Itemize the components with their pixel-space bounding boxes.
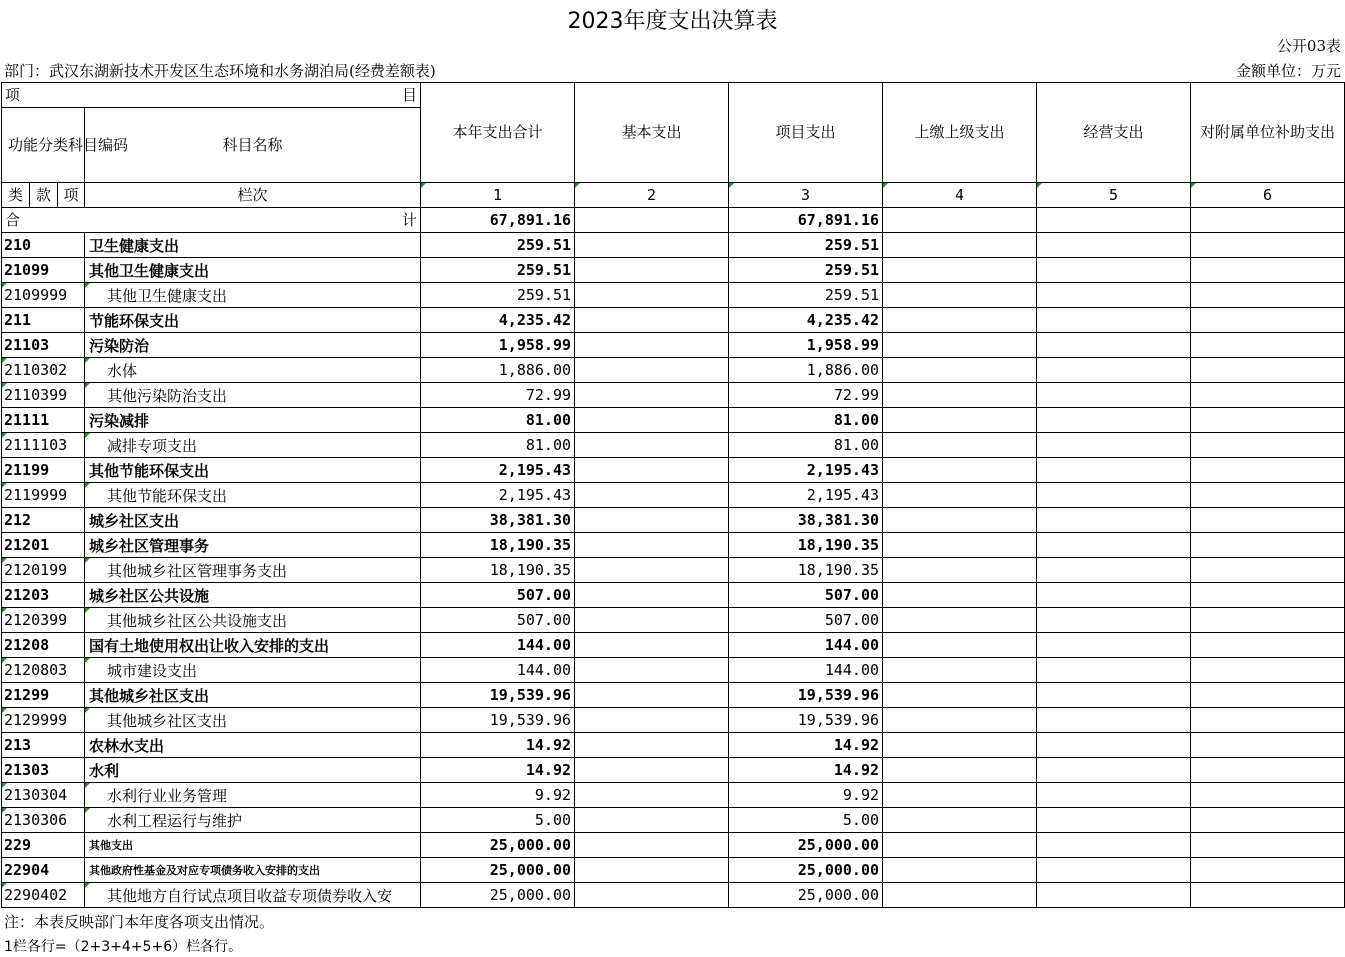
table-row (2, 708, 1345, 733)
row-total: 18,190.35 (421, 533, 575, 558)
row-upper (883, 433, 1037, 458)
row-project: 259.51 (729, 233, 883, 258)
row-subject-name: 农林水支出 (85, 733, 421, 758)
row-basic (575, 633, 729, 658)
row-total: 25,000.00 (421, 833, 575, 858)
row-total: 1,958.99 (421, 333, 575, 358)
row-subsidy (1191, 258, 1345, 283)
row-project: 81.00 (729, 408, 883, 433)
row-upper (883, 533, 1037, 558)
row-business (1037, 333, 1191, 358)
row-basic (575, 308, 729, 333)
row-code: 2110302 (2, 358, 85, 383)
row-upper (883, 858, 1037, 883)
row-upper (883, 358, 1037, 383)
table-row (2, 433, 1345, 458)
table-row (2, 883, 1345, 908)
row-code: 21103 (2, 333, 85, 358)
row-subsidy (1191, 583, 1345, 608)
row-subject-name: 其他卫生健康支出 (85, 258, 421, 283)
row-basic (575, 683, 729, 708)
row-upper (883, 333, 1037, 358)
row-subsidy (1191, 633, 1345, 658)
row-project: 9.92 (729, 783, 883, 808)
row-subsidy (1191, 333, 1345, 358)
row-code: 2120199 (2, 558, 85, 583)
row-subject-name: 其他卫生健康支出 (85, 283, 421, 308)
row-basic (575, 708, 729, 733)
row-code: 2130306 (2, 808, 85, 833)
row-total: 2,195.43 (421, 483, 575, 508)
row-basic (575, 333, 729, 358)
row-project: 38,381.30 (729, 508, 883, 533)
row-subsidy (1191, 858, 1345, 883)
page-title: 2023年度支出决算表 (567, 9, 778, 34)
row-subsidy (1191, 758, 1345, 783)
row-basic (575, 783, 729, 808)
row-upper (883, 283, 1037, 308)
header-lei: 类 (2, 183, 30, 208)
amount-unit-label: 金额单位：万元 (1235, 62, 1341, 80)
row-subsidy (1191, 833, 1345, 858)
row-basic (575, 458, 729, 483)
row-business (1037, 733, 1191, 758)
row-subsidy (1191, 283, 1345, 308)
row-basic (575, 283, 729, 308)
row-business (1037, 808, 1191, 833)
row-subject-name: 其他城乡社区支出 (85, 683, 421, 708)
row-project: 259.51 (729, 258, 883, 283)
row-total: 259.51 (421, 283, 575, 308)
row-code: 21199 (2, 458, 85, 483)
row-subsidy (1191, 658, 1345, 683)
row-upper (883, 583, 1037, 608)
row-project: 2,195.43 (729, 483, 883, 508)
row-business (1037, 858, 1191, 883)
row-upper (883, 508, 1037, 533)
header-kuan: 款 (30, 183, 58, 208)
row-subject-name: 水利行业业务管理 (85, 783, 421, 808)
row-subsidy (1191, 408, 1345, 433)
row-upper (883, 683, 1037, 708)
row-code: 211 (2, 308, 85, 333)
table-row (2, 808, 1345, 833)
row-upper (883, 633, 1037, 658)
row-upper (883, 758, 1037, 783)
row-business (1037, 833, 1191, 858)
row-basic (575, 233, 729, 258)
row-project: 507.00 (729, 608, 883, 633)
row-total: 2,195.43 (421, 458, 575, 483)
table-row (2, 333, 1345, 358)
row-subsidy (1191, 533, 1345, 558)
row-subject-name: 水利工程运行与维护 (85, 808, 421, 833)
table-row (2, 608, 1345, 633)
row-project: 4,235.42 (729, 308, 883, 333)
row-total: 19,539.96 (421, 708, 575, 733)
row-project: 25,000.00 (729, 883, 883, 908)
expenditure-table (1, 82, 1345, 908)
table-row (2, 358, 1345, 383)
table-row (2, 508, 1345, 533)
total-upper (883, 208, 1037, 233)
row-subject-name: 其他城乡社区管理事务支出 (85, 558, 421, 583)
header-subsidy: 对附属单位补助支出 (1191, 83, 1345, 183)
row-business (1037, 683, 1191, 708)
row-total: 507.00 (421, 608, 575, 633)
row-business (1037, 233, 1191, 258)
row-total: 144.00 (421, 658, 575, 683)
header-basic: 基本支出 (575, 83, 729, 183)
table-row (2, 408, 1345, 433)
row-code: 2290402 (2, 883, 85, 908)
row-total: 507.00 (421, 583, 575, 608)
row-subject-name: 城市建设支出 (85, 658, 421, 683)
row-business (1037, 558, 1191, 583)
col-index-6: 6 (1191, 183, 1345, 208)
row-project: 18,190.35 (729, 558, 883, 583)
row-upper (883, 258, 1037, 283)
row-business (1037, 583, 1191, 608)
total-business (1037, 208, 1191, 233)
row-upper (883, 233, 1037, 258)
row-code: 213 (2, 733, 85, 758)
row-subject-name: 城乡社区管理事务 (85, 533, 421, 558)
table-row (2, 283, 1345, 308)
row-subject-name: 污染防治 (85, 333, 421, 358)
row-subsidy (1191, 808, 1345, 833)
row-subsidy (1191, 558, 1345, 583)
row-project: 14.92 (729, 758, 883, 783)
row-basic (575, 408, 729, 433)
row-code: 2111103 (2, 433, 85, 458)
row-basic (575, 833, 729, 858)
row-code: 229 (2, 833, 85, 858)
row-business (1037, 758, 1191, 783)
row-subject-name: 水体 (85, 358, 421, 383)
total-project: 67,891.16 (729, 208, 883, 233)
row-code: 21099 (2, 258, 85, 283)
total-label-ji: 计 (402, 210, 418, 229)
header-upper: 上缴上级支出 (883, 83, 1037, 183)
header-project: 项目支出 (729, 83, 883, 183)
col-index-5: 5 (1037, 183, 1191, 208)
row-upper (883, 708, 1037, 733)
table-row (2, 558, 1345, 583)
row-upper (883, 383, 1037, 408)
row-total: 259.51 (421, 233, 575, 258)
row-basic (575, 533, 729, 558)
total-basic (575, 208, 729, 233)
total-label (2, 208, 421, 233)
row-business (1037, 483, 1191, 508)
row-total: 4,235.42 (421, 308, 575, 333)
row-upper (883, 733, 1037, 758)
row-upper (883, 808, 1037, 833)
row-total: 18,190.35 (421, 558, 575, 583)
col-index-4: 4 (883, 183, 1037, 208)
row-project: 259.51 (729, 283, 883, 308)
row-code: 21111 (2, 408, 85, 433)
row-subsidy (1191, 883, 1345, 908)
col-index-1: 1 (421, 183, 575, 208)
row-total: 9.92 (421, 783, 575, 808)
row-subject-name: 其他地方自行试点项目收益专项债券收入安 (85, 883, 421, 908)
row-subsidy (1191, 308, 1345, 333)
row-subject-name: 其他节能环保支出 (85, 458, 421, 483)
row-business (1037, 883, 1191, 908)
note-line-2: 1栏各行=（2+3+4+5+6）栏各行。 (4, 939, 243, 955)
header-mu: 目 (402, 85, 418, 104)
row-upper (883, 308, 1037, 333)
row-upper (883, 483, 1037, 508)
row-basic (575, 508, 729, 533)
row-project: 144.00 (729, 658, 883, 683)
row-project: 19,539.96 (729, 708, 883, 733)
row-basic (575, 433, 729, 458)
row-basic (575, 883, 729, 908)
row-total: 259.51 (421, 258, 575, 283)
row-total: 72.99 (421, 383, 575, 408)
row-subsidy (1191, 383, 1345, 408)
row-basic (575, 483, 729, 508)
row-subsidy (1191, 233, 1345, 258)
row-business (1037, 433, 1191, 458)
row-total: 5.00 (421, 808, 575, 833)
table-row (2, 483, 1345, 508)
row-business (1037, 708, 1191, 733)
row-subject-name: 城乡社区公共设施 (85, 583, 421, 608)
row-code: 212 (2, 508, 85, 533)
row-upper (883, 458, 1037, 483)
row-subject-name: 其他节能环保支出 (85, 483, 421, 508)
table-row (2, 233, 1345, 258)
row-business (1037, 633, 1191, 658)
table-row (2, 658, 1345, 683)
row-project: 507.00 (729, 583, 883, 608)
row-code: 21201 (2, 533, 85, 558)
row-code: 2109999 (2, 283, 85, 308)
table-row (2, 758, 1345, 783)
row-code: 22904 (2, 858, 85, 883)
department-label: 部门：武汉东湖新技术开发区生态环境和水务湖泊局(经费差额表) (4, 62, 436, 80)
form-number: 公开03表 (1276, 37, 1341, 55)
row-business (1037, 258, 1191, 283)
row-business (1037, 783, 1191, 808)
table-row (2, 733, 1345, 758)
row-total: 14.92 (421, 733, 575, 758)
row-code: 2120803 (2, 658, 85, 683)
header-lanci: 栏次 (85, 183, 421, 208)
table-row (2, 458, 1345, 483)
row-business (1037, 408, 1191, 433)
row-subsidy (1191, 783, 1345, 808)
header-func-code: 功能分类科目编码 (2, 108, 85, 183)
row-project: 72.99 (729, 383, 883, 408)
row-subject-name: 污染减排 (85, 408, 421, 433)
row-total: 25,000.00 (421, 858, 575, 883)
row-subsidy (1191, 733, 1345, 758)
row-subject-name: 减排专项支出 (85, 433, 421, 458)
total-amount: 67,891.16 (421, 208, 575, 233)
row-total: 1,886.00 (421, 358, 575, 383)
row-business (1037, 458, 1191, 483)
row-project: 25,000.00 (729, 858, 883, 883)
row-upper (883, 833, 1037, 858)
row-subject-name: 其他政府性基金及对应专项债务收入安排的支出 (85, 858, 421, 883)
row-subsidy (1191, 683, 1345, 708)
row-project: 14.92 (729, 733, 883, 758)
row-basic (575, 258, 729, 283)
header-subject-name: 科目名称 (85, 108, 421, 183)
row-subsidy (1191, 608, 1345, 633)
row-subsidy (1191, 358, 1345, 383)
row-subject-name: 国有土地使用权出让收入安排的支出 (85, 633, 421, 658)
row-basic (575, 808, 729, 833)
row-basic (575, 583, 729, 608)
row-upper (883, 408, 1037, 433)
table-row (2, 258, 1345, 283)
row-code: 2110399 (2, 383, 85, 408)
row-upper (883, 658, 1037, 683)
row-code: 2120399 (2, 608, 85, 633)
total-row (2, 208, 1345, 233)
row-subject-name: 其他污染防治支出 (85, 383, 421, 408)
header-business: 经营支出 (1037, 83, 1191, 183)
row-basic (575, 383, 729, 408)
table-row (2, 833, 1345, 858)
table-row (2, 783, 1345, 808)
row-project: 1,886.00 (729, 358, 883, 383)
header-total: 本年支出合计 (421, 83, 575, 183)
row-subject-name: 节能环保支出 (85, 308, 421, 333)
row-project: 2,195.43 (729, 458, 883, 483)
note-line-1: 注：本表反映部门本年度各项支出情况。 (4, 913, 275, 931)
row-project: 19,539.96 (729, 683, 883, 708)
row-code: 21299 (2, 683, 85, 708)
row-total: 14.92 (421, 758, 575, 783)
row-subsidy (1191, 708, 1345, 733)
row-basic (575, 558, 729, 583)
row-basic (575, 733, 729, 758)
row-code: 210 (2, 233, 85, 258)
row-business (1037, 508, 1191, 533)
row-subject-name: 水利 (85, 758, 421, 783)
table-row (2, 858, 1345, 883)
row-subject-name: 其他城乡社区支出 (85, 708, 421, 733)
row-subsidy (1191, 433, 1345, 458)
table-row (2, 683, 1345, 708)
col-index-2: 2 (575, 183, 729, 208)
total-subsidy (1191, 208, 1345, 233)
row-total: 25,000.00 (421, 883, 575, 908)
row-total: 19,539.96 (421, 683, 575, 708)
header-xiang: 项 (5, 85, 21, 104)
row-total: 81.00 (421, 408, 575, 433)
row-subject-name: 城乡社区支出 (85, 508, 421, 533)
row-business (1037, 658, 1191, 683)
row-basic (575, 658, 729, 683)
row-subject-name: 其他支出 (85, 833, 421, 858)
row-project: 5.00 (729, 808, 883, 833)
total-label-he: 合 (5, 210, 21, 229)
row-basic (575, 858, 729, 883)
row-subject-name: 卫生健康支出 (85, 233, 421, 258)
row-project: 1,958.99 (729, 333, 883, 358)
row-upper (883, 783, 1037, 808)
row-basic (575, 358, 729, 383)
table-row (2, 383, 1345, 408)
row-business (1037, 608, 1191, 633)
row-code: 2119999 (2, 483, 85, 508)
row-project: 25,000.00 (729, 833, 883, 858)
header-xiang2: 项 (58, 183, 85, 208)
table-row (2, 308, 1345, 333)
row-upper (883, 558, 1037, 583)
row-subject-name: 其他城乡社区公共设施支出 (85, 608, 421, 633)
row-code: 2129999 (2, 708, 85, 733)
row-project: 18,190.35 (729, 533, 883, 558)
row-project: 144.00 (729, 633, 883, 658)
row-project: 81.00 (729, 433, 883, 458)
row-total: 38,381.30 (421, 508, 575, 533)
row-total: 144.00 (421, 633, 575, 658)
table-row (2, 533, 1345, 558)
header-xiang-mu (2, 83, 421, 108)
row-code: 21303 (2, 758, 85, 783)
row-upper (883, 608, 1037, 633)
col-index-3: 3 (729, 183, 883, 208)
row-subsidy (1191, 508, 1345, 533)
row-basic (575, 608, 729, 633)
row-business (1037, 383, 1191, 408)
row-upper (883, 883, 1037, 908)
row-basic (575, 758, 729, 783)
row-total: 81.00 (421, 433, 575, 458)
row-code: 2130304 (2, 783, 85, 808)
row-business (1037, 533, 1191, 558)
row-business (1037, 283, 1191, 308)
row-subsidy (1191, 458, 1345, 483)
row-code: 21208 (2, 633, 85, 658)
row-business (1037, 358, 1191, 383)
table-row (2, 583, 1345, 608)
table-row (2, 633, 1345, 658)
row-code: 21203 (2, 583, 85, 608)
row-business (1037, 308, 1191, 333)
row-subsidy (1191, 483, 1345, 508)
